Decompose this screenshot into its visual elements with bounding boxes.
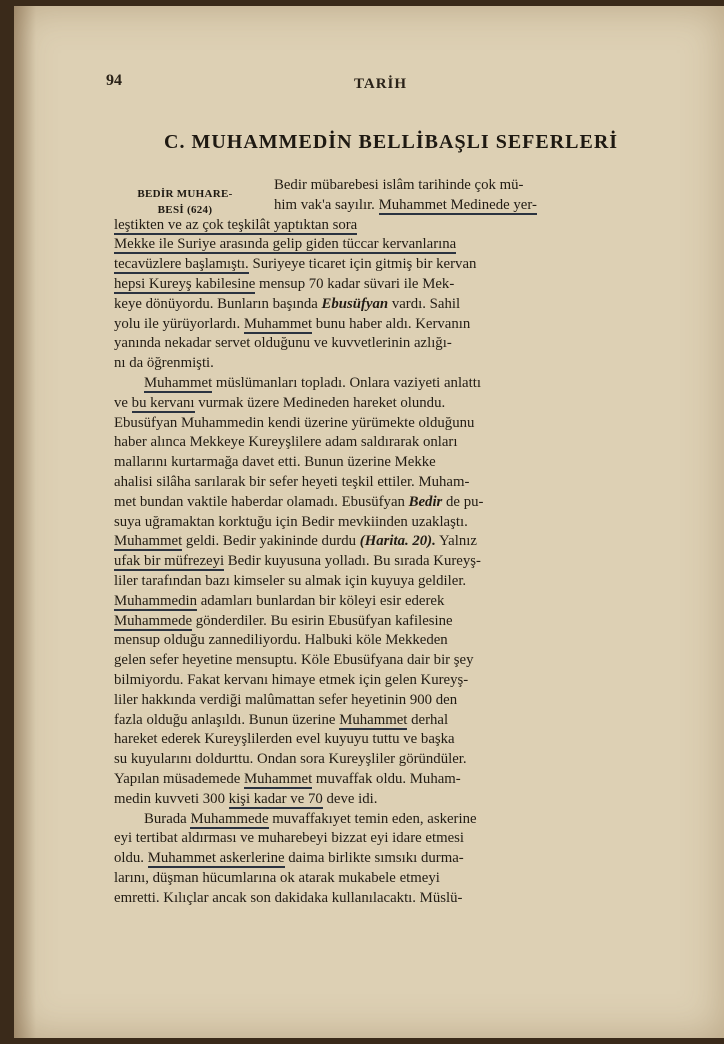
- body-line: [114, 651, 670, 671]
- text-run: geldi. Bedir yakininde durdu: [182, 533, 360, 550]
- text-run: oldu.: [114, 850, 148, 867]
- body-line: [114, 691, 670, 711]
- text-run: mensup olduğu zannediliyordu. Halbuki köle Mekkeden: [114, 632, 448, 649]
- text-run: eyi tertibat aldırması ve muharebeyi bizzat eyi idare etmesi: [114, 830, 465, 847]
- text-run: muvaffakıyet temin eden, askerine: [268, 810, 477, 827]
- body-line: [114, 849, 670, 869]
- body-line: [114, 453, 670, 473]
- text-run: su kuyularını doldurttu. Ondan sora Kureyşliler göründüler.: [114, 751, 467, 768]
- text-run: vardı. Sahil: [388, 295, 461, 312]
- page-number: 94: [106, 72, 122, 89]
- body-line: [114, 354, 670, 374]
- text-run: mensup 70 kadar süvari ile Mek-: [255, 275, 455, 292]
- text-run: vurmak üzere Medineden hareket olundu.: [194, 394, 446, 411]
- text-run: Yalnız: [435, 533, 477, 550]
- text-run: de pu-: [442, 493, 484, 510]
- body-line: [114, 770, 670, 790]
- book-page: [14, 6, 724, 1038]
- body-line: [114, 513, 670, 533]
- body-line: [114, 295, 670, 315]
- text-run: daima birlikte sımsıkı durma-: [284, 850, 464, 867]
- underlined-text: kişi kadar ve 70: [228, 790, 323, 807]
- italic-text: Bedir: [408, 493, 443, 510]
- text-run: Yapılan müsademede: [114, 770, 244, 787]
- text-run: ahalisi silâha sarılarak bir sefer heyeti teşkil ettiler. Muham-: [114, 473, 470, 490]
- underlined-text: tecavüzlere başlamıştı.: [114, 256, 249, 273]
- body-line: [114, 730, 670, 750]
- body-text: [114, 176, 670, 908]
- text-run: yanında nekadar servet olduğunu ve kuvvetlerinin azlığı-: [114, 335, 452, 352]
- text-run: bunu haber aldı. Kervanın: [312, 315, 471, 332]
- body-line: [114, 235, 670, 255]
- section-title: C. MUHAMMEDİN BELLİBAŞLI SEFERLERİ: [164, 131, 619, 153]
- underlined-text: Muhammet Medinede yer-: [378, 196, 537, 213]
- text-run: haber alınca Mekkeye Kureyşlilere adam saldırarak onları: [114, 434, 458, 451]
- text-run: muvaffak oldu. Muham-: [312, 770, 461, 787]
- body-line: [114, 473, 670, 493]
- body-line: [114, 612, 670, 632]
- body-line: [114, 532, 670, 552]
- text-run: larını, düşman hücumlarına ok atarak mukabele etmeyi: [114, 869, 440, 886]
- body-line: [114, 572, 670, 592]
- text-run: adamları bunlardan bir köleyi esir ederek: [197, 592, 445, 609]
- underlined-text: hepsi Kureyş kabilesine: [114, 275, 256, 292]
- underlined-text: bu kervanı: [131, 394, 195, 411]
- text-run: Burada: [144, 810, 191, 827]
- text-run: liler tarafından bazı kimseler su almak için kuyuya geldiler.: [114, 572, 467, 589]
- text-run: mallarını kurtarmağa davet etti. Bunun üzerine Mekke: [114, 454, 436, 471]
- body-line: [114, 631, 670, 651]
- body-line: [114, 334, 670, 354]
- body-line: [114, 552, 670, 572]
- underlined-text: ufak bir müfrezeyi: [114, 553, 225, 570]
- body-line: [114, 592, 670, 612]
- text-run: Ebusüfyan Muhammedin kendi üzerine yürümekte olduğunu: [114, 414, 475, 431]
- text-run: keye dönüyordu. Bunların başında: [114, 295, 322, 312]
- body-line: [114, 810, 670, 830]
- underlined-text: Muhammet: [244, 770, 313, 787]
- body-line: [114, 275, 670, 295]
- text-run: gelen sefer heyetine mensuptu. Köle Ebusüfyana dair bir şey: [114, 652, 474, 669]
- body-line: [114, 829, 670, 849]
- body-line: [114, 374, 670, 394]
- running-head: TARİH: [354, 76, 408, 92]
- text-run: yolu ile yürüyorlardı.: [114, 315, 244, 332]
- underlined-text: Muhammet: [144, 374, 213, 391]
- underlined-text: Muhammede: [190, 810, 269, 827]
- text-run: suya uğramaktan korktuğu için Bedir mevkiinden uzaklaştı.: [114, 513, 468, 530]
- underlined-text: Mekke ile Suriye arasında gelip giden tüccar kervanlarına: [114, 236, 457, 253]
- text-run: him vak'a sayılır.: [274, 196, 379, 213]
- text-run: nı da öğrenmişti.: [114, 355, 214, 372]
- text-run: müslümanları topladı. Onlara vaziyeti anlattı: [212, 374, 481, 391]
- text-run: liler hakkında verdiği malûmattan sefer heyetinin 900 den: [114, 691, 458, 708]
- body-line: [114, 255, 670, 275]
- body-line: [114, 216, 670, 236]
- text-run: derhal: [407, 711, 449, 728]
- underlined-text: leştikten ve az çok teşkilât yaptıktan sora: [114, 216, 358, 233]
- body-line: [114, 414, 670, 434]
- body-line: [114, 671, 670, 691]
- text-run: emretti. Kılıçlar ancak son dakidaka kullanılacaktı. Müslü-: [114, 889, 463, 906]
- underlined-text: Muhammet: [114, 533, 183, 550]
- body-line: [114, 433, 670, 453]
- page-gutter-shadow: [14, 6, 36, 1038]
- text-run: Bedir mübarebesi islâm tarihinde çok mü-: [274, 177, 524, 193]
- side-heading-line: BEDİR MUHARE-: [137, 188, 233, 200]
- body-line: [114, 394, 670, 414]
- italic-text: (Harita. 20).: [359, 533, 436, 550]
- text-run: Suriyeye ticaret için gitmiş bir kervan: [248, 256, 477, 273]
- body-line: [114, 889, 670, 909]
- text-run: fazla olduğu anlaşıldı. Bunun üzerine: [114, 711, 340, 728]
- body-line: [114, 315, 670, 335]
- underlined-text: Muhammet: [243, 315, 313, 332]
- text-run: met bundan vaktile haberdar olamadı. Ebusüfyan: [114, 493, 409, 510]
- body-line: [114, 196, 670, 216]
- text-run: gönderdiler. Bu esirin Ebusüfyan kafilesine: [192, 612, 453, 629]
- text-run: Bedir kuyusuna yolladı. Bu sırada Kureyş-: [224, 553, 481, 570]
- text-run: medin kuvveti 300: [114, 790, 229, 807]
- italic-text: Ebusüfyan: [321, 295, 389, 312]
- underlined-text: Muhammedin: [114, 592, 198, 609]
- underlined-text: Muhammede: [114, 612, 193, 629]
- body-line: [114, 790, 670, 810]
- body-line: [114, 711, 670, 731]
- text-run: ve: [114, 394, 132, 411]
- text-run: deve idi.: [322, 790, 378, 807]
- body-line: [114, 176, 670, 196]
- underlined-text: Muhammet: [339, 711, 408, 728]
- underlined-text: Muhammet askerlerine: [147, 850, 285, 867]
- body-line: [114, 493, 670, 513]
- body-line: [114, 750, 670, 770]
- text-run: bilmiyordu. Fakat kervanı himaye etmek için gelen Kureyş-: [114, 671, 469, 688]
- body-line: [114, 869, 670, 889]
- side-heading-line: BESİ (624): [157, 204, 213, 216]
- text-run: hareket ederek Kureyşlilerden evel kuyuyu tuttu ve başka: [114, 731, 455, 748]
